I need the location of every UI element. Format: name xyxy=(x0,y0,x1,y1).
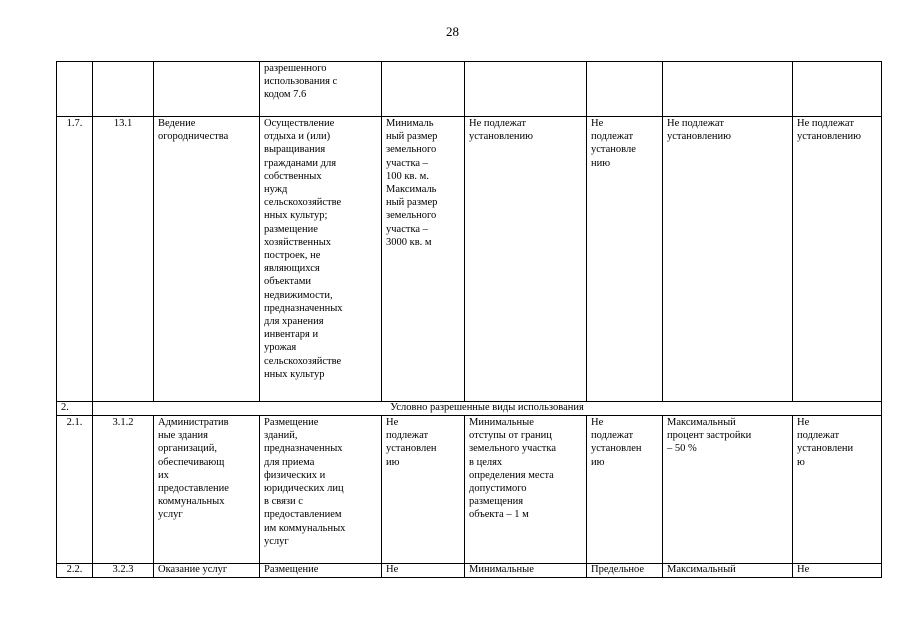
table-row xyxy=(57,416,882,564)
description-cell: разрешенного использования с кодом 7.6 xyxy=(260,62,382,117)
use-name-cell: Административ ные здания организаций, обеспечивающ их предоставление коммунальных услуг xyxy=(154,416,260,564)
row-number-cell xyxy=(57,62,93,117)
row-number-cell: 1.7. xyxy=(57,117,93,402)
setbacks-cell: Не подлежат установлению xyxy=(465,117,587,402)
area-cell xyxy=(382,62,465,117)
table-row xyxy=(57,564,882,578)
code-cell: 3.1.2 xyxy=(93,416,154,564)
use-name-cell: Ведение огородничества xyxy=(154,117,260,402)
description-cell: Размещение xyxy=(260,564,382,578)
zoning-regulations-table xyxy=(56,61,882,578)
area-cell: Не xyxy=(382,564,465,578)
other-cell xyxy=(793,62,882,117)
code-cell: 13.1 xyxy=(93,117,154,402)
row-number-cell: 2.2. xyxy=(57,564,93,578)
coverage-cell: Максимальный xyxy=(663,564,793,578)
floors-cell: Предельное xyxy=(587,564,663,578)
setbacks-cell: Минимальные отступы от границ земельного участка в целях определения места допустимого размещения объекта – 1 м xyxy=(465,416,587,564)
row-number-cell: 2.1. xyxy=(57,416,93,564)
section-title: Условно разрешенные виды использования xyxy=(93,402,882,416)
setbacks-cell xyxy=(465,62,587,117)
area-cell: Не подлежат установлен ию xyxy=(382,416,465,564)
other-cell: Не xyxy=(793,564,882,578)
description-cell: Размещение зданий, предназначенных для приема физических и юридических лиц в связи с предоставлением им коммунальных услуг xyxy=(260,416,382,564)
code-cell xyxy=(93,62,154,117)
use-name-cell: Оказание услуг xyxy=(154,564,260,578)
other-cell: Не подлежат установлени ю xyxy=(793,416,882,564)
area-cell: Минималь ный размер земельного участка – 100 кв. м. Максималь ный размер земельного участка – 3000 кв. м xyxy=(382,117,465,402)
table-row xyxy=(57,117,882,402)
floors-cell xyxy=(587,62,663,117)
page-number: 28 xyxy=(446,24,459,39)
setbacks-cell: Минимальные xyxy=(465,564,587,578)
coverage-cell xyxy=(663,62,793,117)
code-cell: 3.2.3 xyxy=(93,564,154,578)
use-name-cell xyxy=(154,62,260,117)
other-cell: Не подлежат установлению xyxy=(793,117,882,402)
coverage-cell: Не подлежат установлению xyxy=(663,117,793,402)
floors-cell: Не подлежат установле нию xyxy=(587,117,663,402)
coverage-cell: Максимальный процент застройки – 50 % xyxy=(663,416,793,564)
section-header-row xyxy=(57,402,882,416)
description-cell: Осуществление отдыха и (или) выращивания гражданами для собственных нужд сельскохозяйстве нных культур; размещение хозяйственных построек, не являющихся объектами недвижимости, предназначенных для хранения инвентаря и урожая сельскохозяйстве нных культур xyxy=(260,117,382,402)
floors-cell: Не подлежат установлен ию xyxy=(587,416,663,564)
table-row xyxy=(57,62,882,117)
section-number-cell: 2. xyxy=(57,402,93,416)
